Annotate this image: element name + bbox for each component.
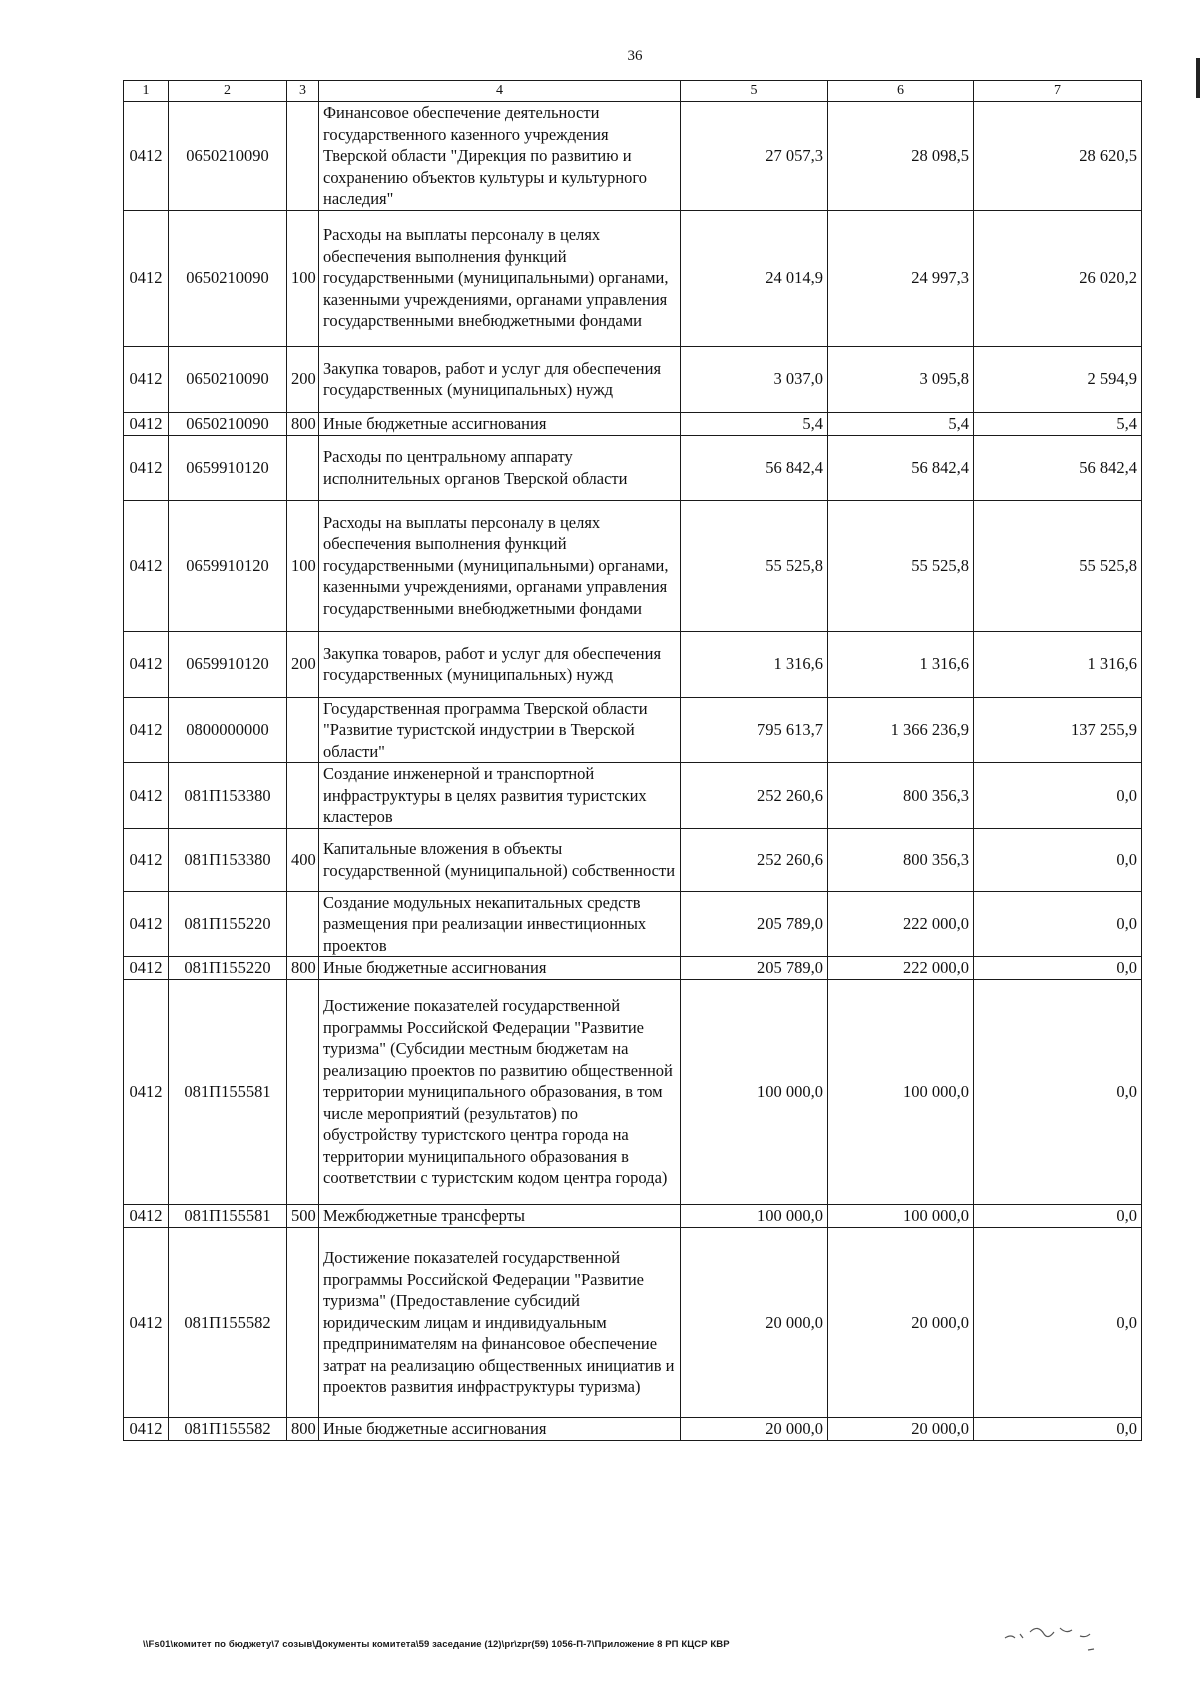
table-row xyxy=(124,631,1142,697)
amount-year3-cell: 0,0 xyxy=(974,1418,1142,1441)
item-name-cell: Достижение показателей государственной программы Российской Федерации "Развитие туризма" (Предоставление субсидий юридическим лицам и индивидуальным предпринимателям на финансовое обеспечение затрат на реализацию общественных инициатив и проектов развития инфраструктуры туризма) xyxy=(319,1228,681,1418)
item-name-cell: Расходы на выплаты персоналу в целях обеспечения выполнения функций государственными (муниципальными) органами, казенными учреждениями, органами управления государственными внебюджетными фондами xyxy=(319,210,681,346)
expense-type-cell: 800 xyxy=(287,412,319,435)
table-row xyxy=(124,1418,1142,1441)
target-article-cell: 081П153380 xyxy=(169,828,287,891)
item-name-cell: Создание модульных некапитальных средств размещения при реализации инвестиционных проектов xyxy=(319,891,681,957)
table-row xyxy=(124,697,1142,763)
section-code-cell: 0412 xyxy=(124,1205,169,1228)
target-article-cell: 081П155220 xyxy=(169,957,287,980)
table-row xyxy=(124,891,1142,957)
handwritten-signature xyxy=(1000,1610,1110,1660)
table-row xyxy=(124,102,1142,211)
amount-year2-cell: 56 842,4 xyxy=(828,435,974,500)
table-row xyxy=(124,1205,1142,1228)
item-name-cell: Межбюджетные трансферты xyxy=(319,1205,681,1228)
amount-year1-cell: 20 000,0 xyxy=(681,1418,828,1441)
section-code-cell: 0412 xyxy=(124,412,169,435)
amount-year1-cell: 27 057,3 xyxy=(681,102,828,211)
amount-year3-cell: 137 255,9 xyxy=(974,697,1142,763)
item-name-cell: Расходы по центральному аппарату исполнительных органов Тверской области xyxy=(319,435,681,500)
amount-year1-cell: 205 789,0 xyxy=(681,957,828,980)
amount-year2-cell: 100 000,0 xyxy=(828,1205,974,1228)
amount-year2-cell: 24 997,3 xyxy=(828,210,974,346)
table-row xyxy=(124,346,1142,412)
amount-year3-cell: 0,0 xyxy=(974,1228,1142,1418)
amount-year3-cell: 2 594,9 xyxy=(974,346,1142,412)
amount-year1-cell: 20 000,0 xyxy=(681,1228,828,1418)
amount-year3-cell: 0,0 xyxy=(974,957,1142,980)
table-row xyxy=(124,412,1142,435)
item-name-cell: Закупка товаров, работ и услуг для обеспечения государственных (муниципальных) нужд xyxy=(319,346,681,412)
file-path-footer: \\Fs01\комитет по бюджету\7 созыв\Документы комитета\59 заседание (12)\pr\zpr(59) 1056-П-7\Приложение 8 РП КЦСР КВР xyxy=(143,1639,730,1650)
amount-year1-cell: 5,4 xyxy=(681,412,828,435)
target-article-cell: 0650210090 xyxy=(169,210,287,346)
item-name-cell: Создание инженерной и транспортной инфраструктуры в целях развития туристских кластеров xyxy=(319,763,681,829)
target-article-cell: 0659910120 xyxy=(169,435,287,500)
section-code-cell: 0412 xyxy=(124,1228,169,1418)
amount-year2-cell: 5,4 xyxy=(828,412,974,435)
expense-type-cell: 400 xyxy=(287,828,319,891)
target-article-cell: 0650210090 xyxy=(169,346,287,412)
amount-year1-cell: 3 037,0 xyxy=(681,346,828,412)
amount-year2-cell: 1 316,6 xyxy=(828,631,974,697)
target-article-cell: 0659910120 xyxy=(169,500,287,631)
amount-year1-cell: 252 260,6 xyxy=(681,828,828,891)
amount-year2-cell: 222 000,0 xyxy=(828,957,974,980)
amount-year1-cell: 205 789,0 xyxy=(681,891,828,957)
target-article-cell: 081П155582 xyxy=(169,1418,287,1441)
table-row xyxy=(124,980,1142,1205)
item-name-cell: Достижение показателей государственной программы Российской Федерации "Развитие туризма" (Субсидии местным бюджетам на реализацию проектов по развитию общественной территории муниципального образования, в том числе мероприятий (результатов) по обустройству туристского центра города на территории муниципального образования в соответствии с туристским кодом центра города) xyxy=(319,980,681,1205)
item-name-cell: Иные бюджетные ассигнования xyxy=(319,412,681,435)
expense-type-cell xyxy=(287,102,319,211)
column-header: 5 xyxy=(681,81,828,102)
target-article-cell: 0800000000 xyxy=(169,697,287,763)
section-code-cell: 0412 xyxy=(124,631,169,697)
table-body xyxy=(124,102,1142,1441)
target-article-cell: 081П155220 xyxy=(169,891,287,957)
expense-type-cell: 800 xyxy=(287,957,319,980)
amount-year2-cell: 222 000,0 xyxy=(828,891,974,957)
section-code-cell: 0412 xyxy=(124,697,169,763)
target-article-cell: 0659910120 xyxy=(169,631,287,697)
amount-year2-cell: 20 000,0 xyxy=(828,1418,974,1441)
page-number: 36 xyxy=(627,48,643,64)
column-header: 7 xyxy=(974,81,1142,102)
section-code-cell: 0412 xyxy=(124,210,169,346)
amount-year3-cell: 5,4 xyxy=(974,412,1142,435)
column-header: 2 xyxy=(169,81,287,102)
expense-type-cell xyxy=(287,980,319,1205)
expense-type-cell xyxy=(287,1228,319,1418)
item-name-cell: Финансовое обеспечение деятельности государственного казенного учреждения Тверской области "Дирекция по развитию и сохранению объектов культуры и культурного наследия" xyxy=(319,102,681,211)
expense-type-cell xyxy=(287,763,319,829)
amount-year3-cell: 1 316,6 xyxy=(974,631,1142,697)
table-row xyxy=(124,763,1142,829)
amount-year3-cell: 55 525,8 xyxy=(974,500,1142,631)
amount-year1-cell: 24 014,9 xyxy=(681,210,828,346)
item-name-cell: Расходы на выплаты персоналу в целях обеспечения выполнения функций государственными (муниципальными) органами, казенными учреждениями, органами управления государственными внебюджетными фондами xyxy=(319,500,681,631)
section-code-cell: 0412 xyxy=(124,102,169,211)
amount-year2-cell: 800 356,3 xyxy=(828,763,974,829)
expense-type-cell xyxy=(287,891,319,957)
amount-year2-cell: 100 000,0 xyxy=(828,980,974,1205)
amount-year3-cell: 28 620,5 xyxy=(974,102,1142,211)
item-name-cell: Иные бюджетные ассигнования xyxy=(319,1418,681,1441)
target-article-cell: 081П155581 xyxy=(169,980,287,1205)
amount-year3-cell: 0,0 xyxy=(974,763,1142,829)
table-row xyxy=(124,210,1142,346)
target-article-cell: 081П153380 xyxy=(169,763,287,829)
section-code-cell: 0412 xyxy=(124,957,169,980)
amount-year2-cell: 1 366 236,9 xyxy=(828,697,974,763)
amount-year1-cell: 56 842,4 xyxy=(681,435,828,500)
section-code-cell: 0412 xyxy=(124,763,169,829)
table-row xyxy=(124,1228,1142,1418)
section-code-cell: 0412 xyxy=(124,891,169,957)
section-code-cell: 0412 xyxy=(124,1418,169,1441)
section-code-cell: 0412 xyxy=(124,828,169,891)
budget-table xyxy=(123,80,1142,1441)
target-article-cell: 0650210090 xyxy=(169,102,287,211)
expense-type-cell: 200 xyxy=(287,631,319,697)
amount-year1-cell: 100 000,0 xyxy=(681,1205,828,1228)
section-code-cell: 0412 xyxy=(124,435,169,500)
item-name-cell: Капитальные вложения в объекты государственной (муниципальной) собственности xyxy=(319,828,681,891)
column-header: 4 xyxy=(319,81,681,102)
column-header: 1 xyxy=(124,81,169,102)
table-row xyxy=(124,435,1142,500)
item-name-cell: Закупка товаров, работ и услуг для обеспечения государственных (муниципальных) нужд xyxy=(319,631,681,697)
table-row xyxy=(124,957,1142,980)
amount-year3-cell: 0,0 xyxy=(974,891,1142,957)
amount-year3-cell: 56 842,4 xyxy=(974,435,1142,500)
expense-type-cell: 100 xyxy=(287,500,319,631)
amount-year3-cell: 0,0 xyxy=(974,828,1142,891)
amount-year3-cell: 0,0 xyxy=(974,980,1142,1205)
amount-year1-cell: 252 260,6 xyxy=(681,763,828,829)
expense-type-cell xyxy=(287,697,319,763)
expense-type-cell: 800 xyxy=(287,1418,319,1441)
amount-year1-cell: 55 525,8 xyxy=(681,500,828,631)
amount-year1-cell: 100 000,0 xyxy=(681,980,828,1205)
item-name-cell: Иные бюджетные ассигнования xyxy=(319,957,681,980)
amount-year1-cell: 795 613,7 xyxy=(681,697,828,763)
target-article-cell: 081П155581 xyxy=(169,1205,287,1228)
section-code-cell: 0412 xyxy=(124,500,169,631)
table-row xyxy=(124,828,1142,891)
amount-year3-cell: 0,0 xyxy=(974,1205,1142,1228)
expense-type-cell: 500 xyxy=(287,1205,319,1228)
amount-year3-cell: 26 020,2 xyxy=(974,210,1142,346)
amount-year2-cell: 28 098,5 xyxy=(828,102,974,211)
table-row xyxy=(124,500,1142,631)
item-name-cell: Государственная программа Тверской области "Развитие туристской индустрии в Тверской области" xyxy=(319,697,681,763)
scan-edge-mark xyxy=(1196,58,1200,98)
column-number-row xyxy=(124,81,1142,102)
expense-type-cell: 100 xyxy=(287,210,319,346)
amount-year2-cell: 800 356,3 xyxy=(828,828,974,891)
expense-type-cell xyxy=(287,435,319,500)
amount-year1-cell: 1 316,6 xyxy=(681,631,828,697)
section-code-cell: 0412 xyxy=(124,346,169,412)
target-article-cell: 0650210090 xyxy=(169,412,287,435)
column-header: 6 xyxy=(828,81,974,102)
column-header: 3 xyxy=(287,81,319,102)
amount-year2-cell: 55 525,8 xyxy=(828,500,974,631)
target-article-cell: 081П155582 xyxy=(169,1228,287,1418)
expense-type-cell: 200 xyxy=(287,346,319,412)
section-code-cell: 0412 xyxy=(124,980,169,1205)
amount-year2-cell: 20 000,0 xyxy=(828,1228,974,1418)
amount-year2-cell: 3 095,8 xyxy=(828,346,974,412)
